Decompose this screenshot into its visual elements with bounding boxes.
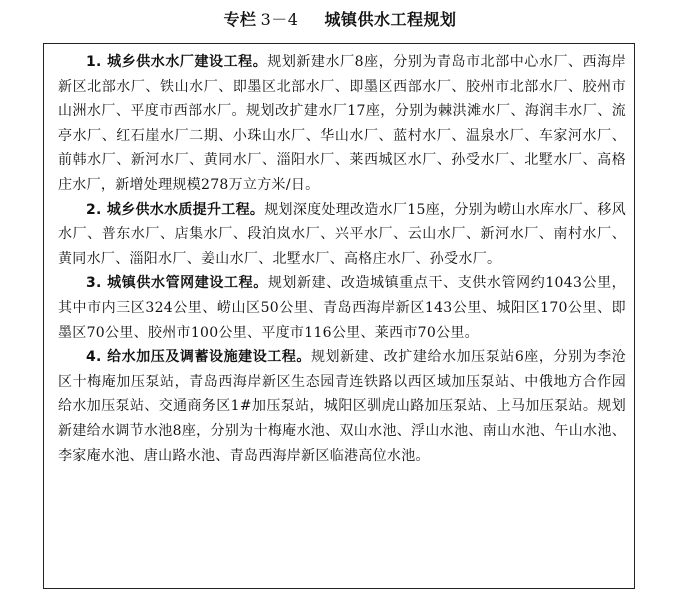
paragraph-body: 规划新建、改扩建给水加压泵站6座，分别为李沧区十梅庵加压泵站，青岛西海岸新区生态园青连铁路以西区域加压泵站、中俄地方合作园给水加压泵站、交通商务区1#加压泵站，城阳区驯虎山路加压泵站、上马加压泵站。规划新建给水调节水池8座，分别为十梅庵水池、双山水池、浮山水池、南山水池、午山水池、李家庵水池、唐山路水池、青岛西海岸新区临港高位水池。 [58,349,626,464]
paragraph-pressurization-storage-facilities [58,345,626,468]
paragraph-body: 规划深度处理改造水厂15座，分别为崂山水库水厂、移风水厂、普东水厂、店集水厂、段泊岚水厂、兴平水厂、云山水厂、新河水厂、南村水厂、黄同水厂、淄阳水厂、姜山水厂、北墅水厂、高格庄水厂、孙受水厂。 [58,201,626,267]
column-title-prefix: 专栏 [223,10,257,29]
paragraph-body: 规划新建、改造城镇重点干、支供水管网约1043公里，其中市内三区324公里、崂山区50公里、青岛西海岸新区143公里、城阳区170公里、即墨区70公里、胶州市100公里、平度市116公里、莱西市70公里。 [58,275,626,341]
column-title [0,9,680,31]
column-box [43,43,635,589]
paragraph-water-quality-improvement [58,198,626,272]
paragraph-heading: 3. 城镇供水管网建设工程。 [86,275,268,292]
paragraph-water-plant-construction [58,50,626,198]
paragraph-body: 规划新建水厂8座，分别为青岛市北部中心水厂、西海岸新区北部水厂、铁山水厂、即墨区北部水厂、即墨区西部水厂、胶州市北部水厂、胶州市山洲水厂、平度市西部水厂。规划改扩建水厂17座，分别为棘洪滩水厂、海润丰水厂、流亭水厂、红石崖水厂二期、小珠山水厂、华山水厂、蓝村水厂、温泉水厂、车家河水厂、前韩水厂、新河水厂、黄同水厂、淄阳水厂、莱西城区水厂、孙受水厂、北墅水厂、高格庄水厂，新增处理规模278万立方米/日。 [58,54,627,193]
paragraph-heading: 4. 给水加压及调蓄设施建设工程。 [86,349,311,366]
column-number: 3－4 [260,10,299,29]
paragraph-heading: 1. 城乡供水水厂建设工程。 [86,54,268,70]
paragraph-pipe-network-construction [58,271,626,345]
paragraph-heading: 2. 城乡供水水质提升工程。 [86,201,265,218]
column-title-text: 城镇供水工程规划 [324,10,457,29]
